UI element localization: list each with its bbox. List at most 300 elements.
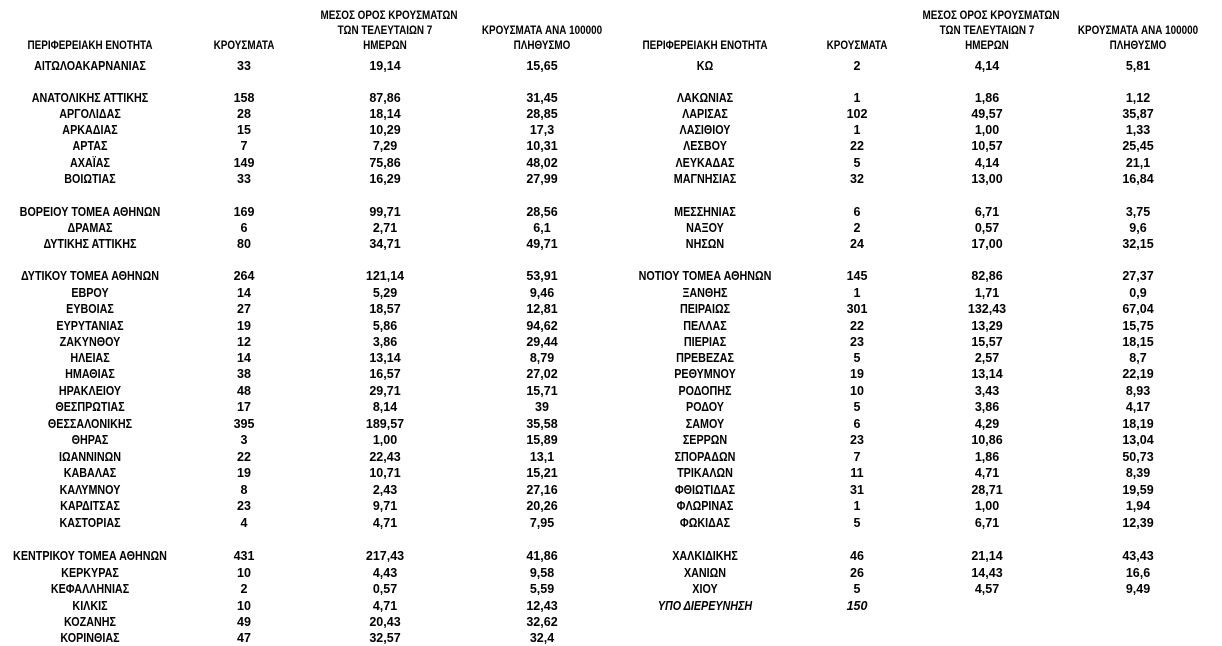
cases-count: 33 — [237, 59, 251, 73]
cases-count: 10 — [237, 566, 251, 580]
table-row — [611, 236, 1222, 252]
seven-day-average: 0,57 — [372, 582, 398, 596]
region-name: ΣΕΡΡΩΝ — [682, 433, 728, 447]
cases-per-100000: 8,7 — [1129, 351, 1147, 365]
region-name: ΛΑΡΙΣΑΣ — [682, 107, 728, 121]
cases-count: 32 — [850, 172, 864, 186]
table-row — [0, 498, 611, 514]
seven-day-average: 16,29 — [369, 172, 401, 186]
cases-per-100000: 22,19 — [1122, 367, 1154, 381]
cases-count: 3 — [240, 433, 248, 447]
region-name: ΛΑΚΩΝΙΑΣ — [676, 91, 734, 105]
table-row — [611, 498, 1222, 514]
table-row — [0, 58, 611, 74]
header-avg-line-2: ΤΩΝ ΤΕΛΕΥΤΑΙΩΝ 7 — [939, 25, 1035, 37]
table-row — [611, 90, 1222, 106]
region-name: ΔΡΑΜΑΣ — [67, 221, 113, 235]
header-avg — [320, 9, 458, 54]
region-name: ΔΥΤΙΚΗΣ ΑΤΤΙΚΗΣ — [43, 237, 137, 251]
seven-day-average: 16,57 — [369, 367, 401, 381]
cases-count: 5 — [853, 516, 861, 530]
table-row — [0, 122, 611, 138]
cases-per-100000: 15,65 — [526, 59, 558, 73]
cases-per-100000: 41,86 — [526, 549, 558, 563]
cases-per-100000: 35,58 — [526, 417, 558, 431]
cases-count: 1 — [853, 91, 861, 105]
cases-count: 14 — [237, 351, 251, 365]
seven-day-average: 5,29 — [372, 286, 398, 300]
cases-count: 22 — [850, 139, 864, 153]
cases-per-100000: 5,59 — [529, 582, 555, 596]
cases-count: 19 — [237, 319, 251, 333]
cases-count: 1 — [853, 499, 861, 513]
seven-day-average: 6,71 — [974, 516, 1000, 530]
cases-per-100000: 50,73 — [1122, 450, 1154, 464]
seven-day-average: 4,57 — [974, 582, 1000, 596]
region-name: ΝΟΤΙΟΥ ΤΟΜΕΑ ΑΘΗΝΩΝ — [638, 269, 772, 283]
cases-per-100000: 27,99 — [526, 172, 558, 186]
seven-day-average: 13,14 — [369, 351, 401, 365]
header-per-100000 — [1074, 24, 1203, 54]
cases-count: 1 — [853, 286, 861, 300]
table-row — [611, 106, 1222, 122]
table-row — [0, 482, 611, 498]
cases-count: 47 — [237, 631, 251, 645]
table-row — [611, 318, 1222, 334]
cases-per-100000: 8,93 — [1125, 384, 1151, 398]
cases-per-100000: 9,58 — [529, 566, 555, 580]
cases-per-100000: 9,6 — [1129, 221, 1147, 235]
region-name: ΚΑΣΤΟΡΙΑΣ — [59, 516, 121, 530]
header-per-100000 — [478, 24, 607, 54]
seven-day-average: 13,29 — [971, 319, 1003, 333]
cases-per-100000: 16,6 — [1125, 566, 1151, 580]
cases-count: 26 — [850, 566, 864, 580]
seven-day-average: 3,86 — [372, 335, 398, 349]
seven-day-average: 8,14 — [372, 400, 398, 414]
region-name: ΚΕΝΤΡΙΚΟΥ ΤΟΜΕΑ ΑΘΗΝΩΝ — [13, 549, 167, 563]
region-name: ΚΕΦΑΛΛΗΝΙΑΣ — [50, 582, 130, 596]
region-name: ΒΟΡΕΙΟΥ ΤΟΜΕΑ ΑΘΗΝΩΝ — [19, 205, 161, 219]
region-name: ΘΕΣΣΑΛΟΝΙΚΗΣ — [47, 417, 133, 431]
table-row — [611, 366, 1222, 382]
cases-count: 7 — [853, 450, 861, 464]
table-row — [0, 399, 611, 415]
cases-count: 38 — [237, 367, 251, 381]
table-row — [0, 268, 611, 284]
cases-per-100000: 15,75 — [1122, 319, 1154, 333]
cases-count: 4 — [240, 516, 248, 530]
region-name: ΔΥΤΙΚΟΥ ΤΟΜΕΑ ΑΘΗΝΩΝ — [21, 269, 159, 283]
cases-per-100000: 10,31 — [526, 139, 558, 153]
seven-day-average: 14,43 — [971, 566, 1003, 580]
seven-day-average: 6,71 — [974, 205, 1000, 219]
cases-per-100000: 1,33 — [1125, 123, 1151, 137]
cases-count: 23 — [237, 499, 251, 513]
cases-per-100000: 6,1 — [533, 221, 551, 235]
region-name: ΘΕΣΠΡΩΤΙΑΣ — [55, 400, 125, 414]
region-name: ΠΡΕΒΕΖΑΣ — [676, 351, 734, 365]
header-avg-line-1: ΜΕΣΟΣ ΟΡΟΣ ΚΡΟΥΣΜΑΤΩΝ — [922, 10, 1060, 22]
seven-day-average: 13,14 — [971, 367, 1003, 381]
cases-per-100000: 39 — [535, 400, 549, 414]
cases-per-100000: 94,62 — [526, 319, 558, 333]
cases-count: 23 — [850, 335, 864, 349]
table-row — [0, 90, 611, 106]
region-name: ΦΘΙΩΤΙΔΑΣ — [674, 483, 736, 497]
seven-day-average: 121,14 — [365, 269, 405, 283]
cases-count: 169 — [233, 205, 255, 219]
region-name: ΗΡΑΚΛΕΙΟΥ — [58, 384, 122, 398]
cases-count: 2 — [853, 59, 861, 73]
cases-count: 19 — [850, 367, 864, 381]
seven-day-average: 1,00 — [974, 499, 1000, 513]
seven-day-average: 28,71 — [971, 483, 1003, 497]
table-row — [611, 581, 1222, 597]
cases-count: 11 — [850, 466, 864, 480]
seven-day-average: 10,86 — [971, 433, 1003, 447]
table-row — [0, 565, 611, 581]
cases-per-100000: 28,85 — [526, 107, 558, 121]
table-row — [0, 449, 611, 465]
table-row — [611, 383, 1222, 399]
table-row — [611, 416, 1222, 432]
table-row — [611, 449, 1222, 465]
seven-day-average: 4,71 — [974, 466, 1000, 480]
region-name: ΑΡΤΑΣ — [72, 139, 108, 153]
seven-day-average: 3,43 — [974, 384, 1000, 398]
cases-per-100000: 35,87 — [1122, 107, 1154, 121]
header-cases: ΚΡΟΥΣΜΑΤΑ — [213, 40, 275, 52]
cases-per-100000: 15,89 — [526, 433, 558, 447]
cases-count: 8 — [240, 483, 248, 497]
seven-day-average: 1,00 — [974, 123, 1000, 137]
cases-per-100000: 5,81 — [1125, 59, 1151, 73]
cases-per-100000: 0,9 — [1129, 286, 1147, 300]
region-name: ΠΕΙΡΑΙΩΣ — [679, 302, 731, 316]
cases-count: 49 — [237, 615, 251, 629]
cases-per-100000: 12,81 — [526, 302, 558, 316]
region-name: ΝΑΞΟΥ — [686, 221, 724, 235]
cases-per-100000: 15,21 — [526, 466, 558, 480]
cases-count: 5 — [853, 156, 861, 170]
table-row — [611, 220, 1222, 236]
cases-per-100000: 15,71 — [526, 384, 558, 398]
region-name: ΦΛΩΡΙΝΑΣ — [676, 499, 734, 513]
table-row — [611, 482, 1222, 498]
seven-day-average: 21,14 — [971, 549, 1003, 563]
region-name: ΡΟΔΟΥ — [686, 400, 724, 414]
table-row — [0, 155, 611, 171]
table-row — [0, 171, 611, 187]
header-region: ΠΕΡΙΦΕΡΕΙΑΚΗ ΕΝΟΤΗΤΑ — [642, 40, 768, 52]
seven-day-average: 29,71 — [369, 384, 401, 398]
seven-day-average: 32,57 — [369, 631, 401, 645]
cases-per-100000: 3,75 — [1125, 205, 1151, 219]
cases-per-100000: 32,15 — [1122, 237, 1154, 251]
table-row — [0, 106, 611, 122]
table-row — [611, 204, 1222, 220]
cases-per-100000: 13,04 — [1122, 433, 1154, 447]
table-row — [0, 598, 611, 614]
seven-day-average: 189,57 — [365, 417, 405, 431]
region-name: ΛΕΣΒΟΥ — [683, 139, 727, 153]
table-row — [0, 366, 611, 382]
region-name: ΧΑΝΙΩΝ — [683, 566, 727, 580]
seven-day-average: 7,29 — [372, 139, 398, 153]
cases-per-100000: 21,1 — [1125, 156, 1151, 170]
region-name: ΙΩΑΝΝΙΝΩΝ — [58, 450, 122, 464]
seven-day-average: 0,57 — [974, 221, 1000, 235]
region-name: ΥΠΟ ΔΙΕΡΕΥΝΗΣΗ — [657, 599, 753, 613]
cases-per-100000: 27,37 — [1122, 269, 1154, 283]
table-row — [0, 383, 611, 399]
cases-per-100000: 49,71 — [526, 237, 558, 251]
cases-per-100000: 48,02 — [526, 156, 558, 170]
cases-per-100000: 31,45 — [526, 91, 558, 105]
table-row — [0, 581, 611, 597]
cases-per-100000: 8,39 — [1125, 466, 1151, 480]
table-row — [611, 548, 1222, 564]
cases-per-100000: 4,17 — [1125, 400, 1151, 414]
seven-day-average: 13,00 — [971, 172, 1003, 186]
cases-per-100000: 12,39 — [1122, 516, 1154, 530]
seven-day-average: 2,71 — [372, 221, 398, 235]
region-name: ΛΕΥΚΑΔΑΣ — [675, 156, 735, 170]
region-name: ΗΜΑΘΙΑΣ — [65, 367, 115, 381]
cases-count: 17 — [237, 400, 251, 414]
region-name: ΡΕΘΥΜΝΟΥ — [674, 367, 736, 381]
table-row — [611, 285, 1222, 301]
region-name: ΡΟΔΟΠΗΣ — [678, 384, 732, 398]
table-row — [0, 350, 611, 366]
cases-count: 5 — [853, 351, 861, 365]
cases-per-100000: 28,56 — [526, 205, 558, 219]
table-row — [0, 515, 611, 531]
table-row — [611, 565, 1222, 581]
seven-day-average: 9,71 — [372, 499, 398, 513]
table-row — [0, 220, 611, 236]
region-name: ΛΑΣΙΘΙΟΥ — [679, 123, 731, 137]
header-per-line-2: ΠΛΗΘΥΣΜΟ — [513, 40, 571, 52]
header-avg-line-2: ΤΩΝ ΤΕΛΕΥΤΑΙΩΝ 7 — [337, 25, 433, 37]
region-name: ΦΩΚΙΔΑΣ — [679, 516, 731, 530]
cases-per-100000: 9,49 — [1125, 582, 1151, 596]
table-row — [611, 268, 1222, 284]
header-per-line-1: ΚΡΟΥΣΜΑΤΑ ΑΝΑ 100000 — [1077, 25, 1199, 37]
cases-count: 28 — [237, 107, 251, 121]
cases-count: 10 — [850, 384, 864, 398]
seven-day-average: 1,00 — [372, 433, 398, 447]
table-row — [0, 285, 611, 301]
region-name: ΠΙΕΡΙΑΣ — [683, 335, 727, 349]
table-row — [0, 465, 611, 481]
cases-count: 12 — [237, 335, 251, 349]
seven-day-average: 49,57 — [971, 107, 1003, 121]
region-name: ΚΙΛΚΙΣ — [72, 599, 108, 613]
seven-day-average: 20,43 — [369, 615, 401, 629]
cases-count: 102 — [846, 107, 868, 121]
seven-day-average: 19,14 — [369, 59, 401, 73]
seven-day-average: 217,43 — [365, 549, 405, 563]
seven-day-average: 3,86 — [974, 400, 1000, 414]
cases-count: 1 — [853, 123, 861, 137]
region-name: ΘΗΡΑΣ — [71, 433, 109, 447]
table-row — [611, 301, 1222, 317]
cases-per-100000: 67,04 — [1122, 302, 1154, 316]
header-avg-line-3: ΗΜΕΡΩΝ — [363, 40, 407, 52]
table-row — [611, 598, 1222, 614]
region-name: ΚΑΛΥΜΝΟΥ — [59, 483, 121, 497]
region-name: ΧΑΛΚΙΔΙΚΗΣ — [672, 549, 738, 563]
cases-count: 5 — [853, 582, 861, 596]
cases-per-100000: 1,94 — [1125, 499, 1151, 513]
seven-day-average: 10,71 — [369, 466, 401, 480]
region-name: ΚΩ — [696, 59, 714, 73]
table-row — [611, 138, 1222, 154]
cases-count: 14 — [237, 286, 251, 300]
seven-day-average: 87,86 — [369, 91, 401, 105]
region-name: ΜΕΣΣΗΝΙΑΣ — [674, 205, 736, 219]
seven-day-average: 5,86 — [372, 319, 398, 333]
seven-day-average: 18,14 — [369, 107, 401, 121]
table-row — [0, 236, 611, 252]
cases-count: 31 — [850, 483, 864, 497]
cases-per-100000: 27,16 — [526, 483, 558, 497]
table-row — [611, 171, 1222, 187]
table-row — [0, 630, 611, 646]
region-name: ΑΝΑΤΟΛΙΚΗΣ ΑΤΤΙΚΗΣ — [31, 91, 149, 105]
cases-count: 19 — [237, 466, 251, 480]
table-row — [611, 399, 1222, 415]
seven-day-average: 10,29 — [369, 123, 401, 137]
cases-count: 6 — [853, 417, 861, 431]
table-row — [611, 58, 1222, 74]
seven-day-average: 2,43 — [372, 483, 398, 497]
cases-per-100000: 1,12 — [1125, 91, 1151, 105]
cases-per-100000: 20,26 — [526, 499, 558, 513]
cases-per-100000: 32,4 — [529, 631, 555, 645]
region-name: ΤΡΙΚΑΛΩΝ — [677, 466, 733, 480]
cases-count: 6 — [853, 205, 861, 219]
cases-count: 145 — [846, 269, 868, 283]
region-name: ΑΙΤΩΛΟΑΚΑΡΝΑΝΙΑΣ — [34, 59, 146, 73]
seven-day-average: 22,43 — [369, 450, 401, 464]
cases-per-100000: 18,19 — [1122, 417, 1154, 431]
header-avg — [922, 9, 1060, 54]
region-name: ΒΟΙΩΤΙΑΣ — [64, 172, 116, 186]
cases-count: 23 — [850, 433, 864, 447]
seven-day-average: 1,71 — [974, 286, 1000, 300]
cases-count: 2 — [240, 582, 248, 596]
region-name: ΕΥΒΟΙΑΣ — [66, 302, 114, 316]
table-row — [611, 155, 1222, 171]
seven-day-average: 18,57 — [369, 302, 401, 316]
region-name: ΞΑΝΘΗΣ — [682, 286, 728, 300]
cases-count: 10 — [237, 599, 251, 613]
region-name: ΗΛΕΙΑΣ — [70, 351, 110, 365]
header-avg-line-1: ΜΕΣΟΣ ΟΡΟΣ ΚΡΟΥΣΜΑΤΩΝ — [320, 10, 458, 22]
cases-count: 395 — [233, 417, 255, 431]
cases-count: 80 — [237, 237, 251, 251]
cases-count: 264 — [233, 269, 255, 283]
cases-count: 6 — [240, 221, 248, 235]
cases-per-100000: 8,79 — [529, 351, 555, 365]
table-row — [611, 432, 1222, 448]
seven-day-average: 99,71 — [369, 205, 401, 219]
header-per-line-1: ΚΡΟΥΣΜΑΤΑ ΑΝΑ 100000 — [481, 25, 603, 37]
cases-count: 301 — [846, 302, 868, 316]
region-name: ΝΗΣΩΝ — [685, 237, 725, 251]
table-row — [0, 548, 611, 564]
region-name: ΚΟΡΙΝΘΙΑΣ — [60, 631, 120, 645]
cases-per-100000: 12,43 — [526, 599, 558, 613]
header-region: ΠΕΡΙΦΕΡΕΙΑΚΗ ΕΝΟΤΗΤΑ — [27, 40, 153, 52]
seven-day-average: 15,57 — [971, 335, 1003, 349]
region-name: ΜΑΓΝΗΣΙΑΣ — [673, 172, 737, 186]
cases-per-100000: 16,84 — [1122, 172, 1154, 186]
table-row — [0, 318, 611, 334]
cases-count: 48 — [237, 384, 251, 398]
cases-per-100000: 43,43 — [1122, 549, 1154, 563]
region-name: ΑΧΑΪΑΣ — [70, 156, 110, 170]
seven-day-average: 75,86 — [369, 156, 401, 170]
cases-count: 27 — [237, 302, 251, 316]
table-row — [0, 204, 611, 220]
seven-day-average: 4,71 — [372, 599, 398, 613]
cases-count: 22 — [850, 319, 864, 333]
header-avg-line-3: ΗΜΕΡΩΝ — [965, 40, 1009, 52]
region-name: ΚΟΖΑΝΗΣ — [64, 615, 116, 629]
table-row — [611, 122, 1222, 138]
cases-per-100000: 13,1 — [529, 450, 555, 464]
region-name: ΠΕΛΛΑΣ — [683, 319, 727, 333]
cases-count: 2 — [853, 221, 861, 235]
region-name: ΕΒΡΟΥ — [71, 286, 109, 300]
seven-day-average: 34,71 — [369, 237, 401, 251]
table-row — [611, 465, 1222, 481]
cases-per-100000: 7,95 — [529, 516, 555, 530]
table-row — [611, 350, 1222, 366]
region-name: ΖΑΚΥΝΘΟΥ — [59, 335, 121, 349]
region-name: ΚΕΡΚΥΡΑΣ — [61, 566, 119, 580]
region-name: ΣΑΜΟΥ — [685, 417, 725, 431]
seven-day-average: 2,57 — [974, 351, 1000, 365]
region-name: ΚΑΡΔΙΤΣΑΣ — [60, 499, 120, 513]
cases-per-100000: 32,62 — [526, 615, 558, 629]
table-row — [0, 614, 611, 630]
cases-per-100000: 17,3 — [529, 123, 555, 137]
table-row — [0, 138, 611, 154]
cases-count: 158 — [233, 91, 255, 105]
cases-count: 150 — [846, 599, 868, 613]
cases-count: 7 — [240, 139, 248, 153]
seven-day-average: 4,29 — [974, 417, 1000, 431]
seven-day-average: 4,43 — [372, 566, 398, 580]
seven-day-average: 4,71 — [372, 516, 398, 530]
cases-per-100000: 9,46 — [529, 286, 555, 300]
cases-count: 431 — [233, 549, 255, 563]
seven-day-average: 82,86 — [971, 269, 1003, 283]
cases-count: 46 — [850, 549, 864, 563]
cases-count: 22 — [237, 450, 251, 464]
table-row — [0, 432, 611, 448]
region-name: ΕΥΡΥΤΑΝΙΑΣ — [56, 319, 124, 333]
cases-table-right — [611, 0, 1222, 646]
cases-count: 33 — [237, 172, 251, 186]
cases-count: 24 — [850, 237, 864, 251]
seven-day-average: 132,43 — [967, 302, 1007, 316]
